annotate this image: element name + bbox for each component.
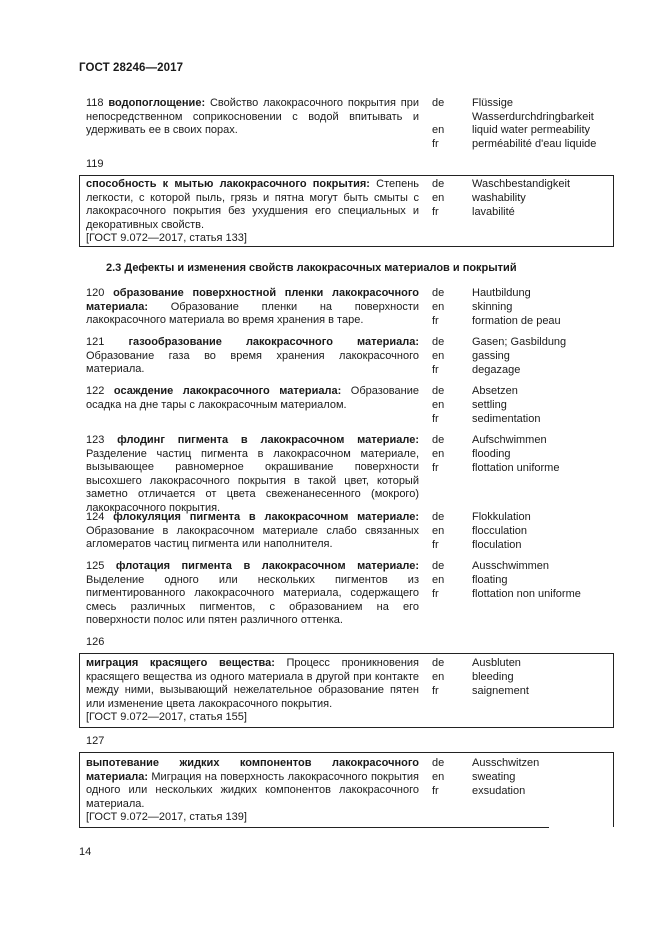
term-definition: Образование осадка на дне тары с лакокрасочным материалом. xyxy=(86,385,419,411)
lang-fr: fr xyxy=(432,413,439,425)
lang-en: en xyxy=(432,574,445,586)
lang-fr: fr xyxy=(432,315,439,327)
term-title: способность к мытью лакокрасочного покрытия: xyxy=(86,178,370,190)
term-title: газообразование лакокрасочного материала: xyxy=(128,336,419,348)
term-118 xyxy=(86,97,419,138)
lang-fr: fr xyxy=(432,138,439,150)
equivalent-en: settling xyxy=(472,399,507,411)
equivalent-fr: sedimentation xyxy=(472,413,541,425)
term-number-119: 119 xyxy=(86,158,104,170)
lang-en: en xyxy=(432,192,445,204)
box-top-rule xyxy=(79,752,614,753)
term-119 xyxy=(86,178,419,246)
equivalent-en: flooding xyxy=(472,448,511,460)
equivalent-en: skinning xyxy=(472,301,513,313)
equivalent-fr: saignement xyxy=(472,685,529,697)
equivalent-en: flocculation xyxy=(472,525,528,537)
term-number: 125 xyxy=(86,560,105,572)
equivalent-en: bleeding xyxy=(472,671,514,683)
lang-de: de xyxy=(432,287,445,299)
term-title: миграция красящего вещества: xyxy=(86,657,275,669)
equivalent-fr: exsudation xyxy=(472,785,526,797)
term-definition: Образование в лакокрасочном материале слабо связанных агломератов частиц пигмента или наполнителя. xyxy=(86,524,419,551)
document-header: ГОСТ 28246—2017 xyxy=(79,62,184,74)
term-source: [ГОСТ 9.072—2017, статья 133] xyxy=(86,232,247,245)
equivalent-fr: lavabilité xyxy=(472,206,515,218)
term-definition: Миграция на поверхность лакокрасочного покрытия одного или нескольких жидких компонентов лакокрасочного материала. xyxy=(86,770,419,810)
term-definition: Свойство лакокрасочного покрытия при непосредственном соприкосновении с водой впитывать и удерживать ее в своих порах. xyxy=(86,97,419,137)
term-number-126: 126 xyxy=(86,636,105,648)
lang-en: en xyxy=(432,448,445,460)
term-122 xyxy=(86,385,419,412)
equivalent-en: washability xyxy=(472,192,526,204)
term-title: флодинг пигмента в лакокрасочном материале: xyxy=(117,434,419,446)
equivalent-fr: floculation xyxy=(472,539,522,551)
term-title: образование поверхностной пленки лакокрасочного материала: xyxy=(86,287,419,313)
lang-en: en xyxy=(432,124,445,136)
term-definition: Процесс проникновения красящего вещества из одного материала в другой при контакте между ними, вызывающий нежелательное образование пятен или изменение цвета лакокрасочного покрытия. xyxy=(86,657,419,710)
term-title: осаждение лакокрасочного материала: xyxy=(113,385,342,397)
term-number: 124 xyxy=(86,511,105,523)
lang-de: de xyxy=(432,560,445,572)
equivalent-de: Ausschwitzen xyxy=(472,757,540,769)
lang-de: de xyxy=(432,511,445,523)
page-number: 14 xyxy=(79,846,92,858)
term-number: 118 xyxy=(86,97,104,109)
term-123 xyxy=(86,434,419,516)
term-definition: Образование пленки на поверхности лакокрасочного материала во время хранения в таре. xyxy=(86,300,419,327)
equivalent-fr: flottation non uniforme xyxy=(472,588,581,600)
lang-de: de xyxy=(432,434,445,446)
term-127 xyxy=(86,757,419,825)
lang-de: de xyxy=(432,657,445,669)
term-source: [ГОСТ 9.072—2017, статья 155] xyxy=(86,711,247,724)
equivalent-en: gassing xyxy=(472,350,510,362)
equivalent-de: Absetzen xyxy=(472,385,518,397)
lang-de: de xyxy=(432,336,445,348)
term-121 xyxy=(86,336,419,377)
term-source: [ГОСТ 9.072—2017, статья 139] xyxy=(86,811,247,824)
term-title: выпотевание жидких компонентов лакокрасочного материала: xyxy=(86,757,419,783)
lang-de: de xyxy=(432,97,445,109)
lang-fr: fr xyxy=(432,785,439,797)
lang-fr: fr xyxy=(432,364,439,376)
term-number: 120 xyxy=(86,287,105,299)
term-124 xyxy=(86,511,419,552)
lang-de: de xyxy=(432,385,445,397)
equivalent-de: Gasen; Gasbildung xyxy=(472,336,567,348)
equivalent-fr: formation de peau xyxy=(472,315,561,327)
lang-fr: fr xyxy=(432,588,439,600)
lang-en: en xyxy=(432,350,445,362)
term-definition: Образование газа во время хранения лакокрасочного материала. xyxy=(86,349,419,376)
term-number: 122 xyxy=(86,385,105,397)
lang-en: en xyxy=(432,525,445,537)
lang-en: en xyxy=(432,771,445,783)
term-definition: Выделение одного или нескольких пигментов из пигментированного лакокрасочного материала, содержащего смесь различных пигментов, с образованием на его поверхности полос или пятен различного оттенка. xyxy=(86,573,419,627)
equivalent-fr: perméabilité d'eau liquide xyxy=(472,138,597,150)
lang-fr: fr xyxy=(432,206,439,218)
equivalent-en: sweating xyxy=(472,771,516,783)
equivalent-de: Hautbildung xyxy=(472,287,531,299)
equivalent-de: Flüssige Wasserdurchdringbarkeit xyxy=(472,97,594,123)
term-number-127: 127 xyxy=(86,735,105,747)
term-definition: Разделение частиц пигмента в лакокрасочном материале, вызывающее равномерное окрашивание поверхности высохшего лакокрасочного покрытия в такой цвет, который заметно отличается от цвета свеженанесенного (мокрого) лакокрасочного покрытия. xyxy=(86,447,419,514)
equivalent-de: Ausbluten xyxy=(472,657,521,669)
equivalent-de: Ausschwimmen xyxy=(472,560,550,572)
term-125 xyxy=(86,560,419,628)
term-definition: Степень легкости, с которой пыль, грязь и пятна могут быть смыты с лакокрасочного покрытия без ухудшения его специальных и декоративных свойств. xyxy=(86,178,420,231)
lang-fr: fr xyxy=(432,685,439,697)
lang-de: de xyxy=(432,757,445,769)
term-120 xyxy=(86,287,419,328)
equivalent-de: Flokkulation xyxy=(472,511,531,523)
equivalent-fr: flottation uniforme xyxy=(472,462,560,474)
lang-en: en xyxy=(432,671,445,683)
equivalent-fr: degazage xyxy=(472,364,521,376)
lang-fr: fr xyxy=(432,462,439,474)
equivalent-de: Aufschwimmen xyxy=(472,434,547,446)
section-heading: 2.3 Дефекты и изменения свойств лакокрасочных материалов и покрытий xyxy=(106,262,517,274)
lang-fr: fr xyxy=(432,539,439,551)
term-title: флокуляция пигмента в лакокрасочном материале: xyxy=(113,511,419,523)
term-title: флотация пигмента в лакокрасочном материале: xyxy=(115,560,419,572)
term-title: водопоглощение: xyxy=(108,97,206,109)
term-126 xyxy=(86,657,419,725)
lang-de: de xyxy=(432,178,445,190)
box-left-rule xyxy=(79,752,80,827)
equivalent-en: liquid water permeability xyxy=(472,124,590,136)
equivalent-en: floating xyxy=(472,574,508,586)
term-number: 121 xyxy=(86,336,105,348)
equivalent-de: Waschbestandigkeit xyxy=(472,178,571,190)
term-number: 123 xyxy=(86,434,105,446)
lang-en: en xyxy=(432,399,445,411)
box-bottom-rule xyxy=(79,827,549,828)
lang-en: en xyxy=(432,301,445,313)
